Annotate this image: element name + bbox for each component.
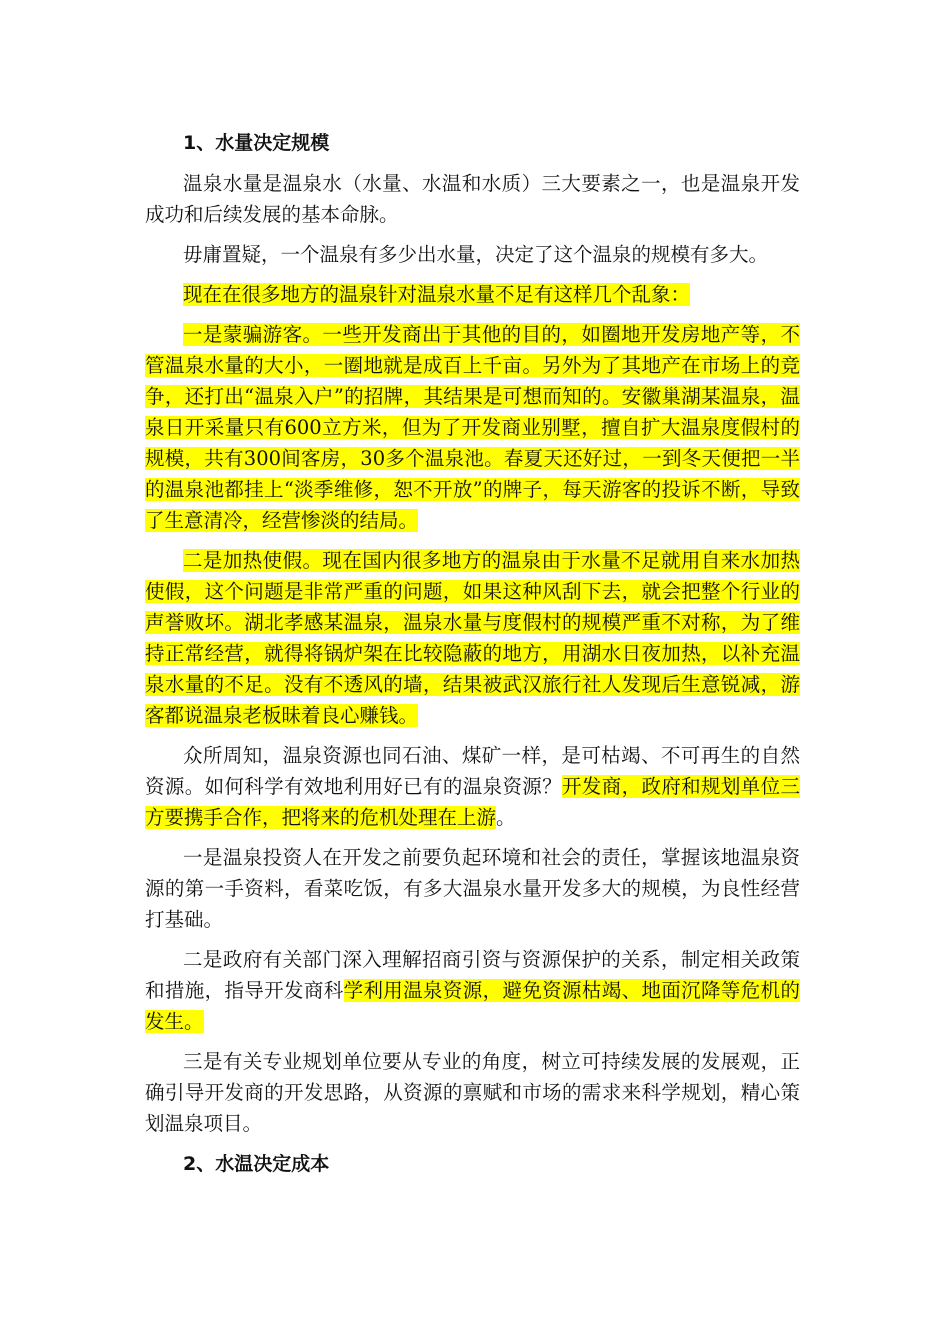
paragraph-deceive-tourists xyxy=(145,319,800,536)
paragraph-text: 二是政府有关部门深入理解招商引资与资源保护的关系，制定相关政策和措施，指导开发商科 xyxy=(145,948,800,1002)
paragraph-fake-heating xyxy=(145,545,800,731)
paragraph-text: 众所周知，温泉资源也同石油、煤矿一样，是可枯竭、不可再生的自然资源。如何科学有效地利用好已有的温泉资源？ xyxy=(145,744,800,798)
paragraph-government xyxy=(145,944,800,1037)
section-heading-water-temperature: 2、水温决定成本 xyxy=(183,1153,330,1175)
paragraph-nonrenewable xyxy=(145,740,800,833)
paragraph-text: 温泉水量是温泉水（水量、水温和水质）三大要素之一，也是温泉开发成功和后续发展的基本命脉。 xyxy=(145,172,800,226)
section-heading-water-volume: 1、水量决定规模 xyxy=(183,132,330,154)
highlighted-text: 现在在很多地方的温泉针对温泉水量不足有这样几个乱象： xyxy=(183,283,691,306)
highlighted-text: 二是加热使假。现在国内很多地方的温泉由于水量不足就用自来水加热使假，这个问题是非常严重的问题，如果这种风刮下去，就会把整个行业的声誉败坏。湖北孝感某温泉，温泉水量与度假村的规模严重不对称，为了维持正常经营，就得将锅炉架在比较隐蔽的地方，用湖水日夜加热，以补充温泉水量的不足。没有不透风的墙，结果被武汉旅行社人发现后生意锐减，游客都说温泉老板昧着良心赚钱。 xyxy=(145,549,800,727)
paragraph-intro xyxy=(145,168,800,230)
paragraph-text: 一是温泉投资人在开发之前要负起环境和社会的责任，掌握该地温泉资源的第一手资料，看菜吃饭，有多大温泉水量开发多大的规模，为良性经营打基础。 xyxy=(145,846,800,931)
highlighted-text: 一是蒙骗游客。一些开发商出于其他的目的，如圈地开发房地产等，不管温泉水量的大小，一圈地就是成百上千亩。另外为了其地产在市场上的竞争，还打出“温泉入户”的招牌，其结果是可想而知的。安徽巢湖某温泉，温泉日开采量只有600立方米，但为了开发商业别墅，擅自扩大温泉度假村的规模，共有300间客房，30多个温泉池。春夏天还好过，一到冬天便把一半的温泉池都挂上“淡季维修，恕不开放”的牌子，每天游客的投诉不断，导致了生意清冷，经营惨淡的结局。 xyxy=(145,323,800,532)
paragraph-scale xyxy=(145,239,800,270)
highlighted-text: 开发商，政府和规划单位三方要携手合作，把将来的危机处理在上游 xyxy=(145,775,800,829)
paragraph-text: 。 xyxy=(496,806,516,829)
paragraph-text: 毋庸置疑，一个温泉有多少出水量，决定了这个温泉的规模有多大。 xyxy=(183,243,769,266)
paragraph-planning-unit xyxy=(145,1046,800,1139)
paragraph-investor xyxy=(145,842,800,935)
document-page xyxy=(145,128,800,1189)
highlighted-text: 学利用温泉资源，避免资源枯竭、地面沉降等危机的发生。 xyxy=(145,979,800,1033)
paragraph-text: 三是有关专业规划单位要从专业的角度，树立可持续发展的发展观，正确引导开发商的开发思路，从资源的禀赋和市场的需求来科学规划，精心策划温泉项目。 xyxy=(145,1050,800,1135)
paragraph-chaos-intro xyxy=(145,279,800,310)
